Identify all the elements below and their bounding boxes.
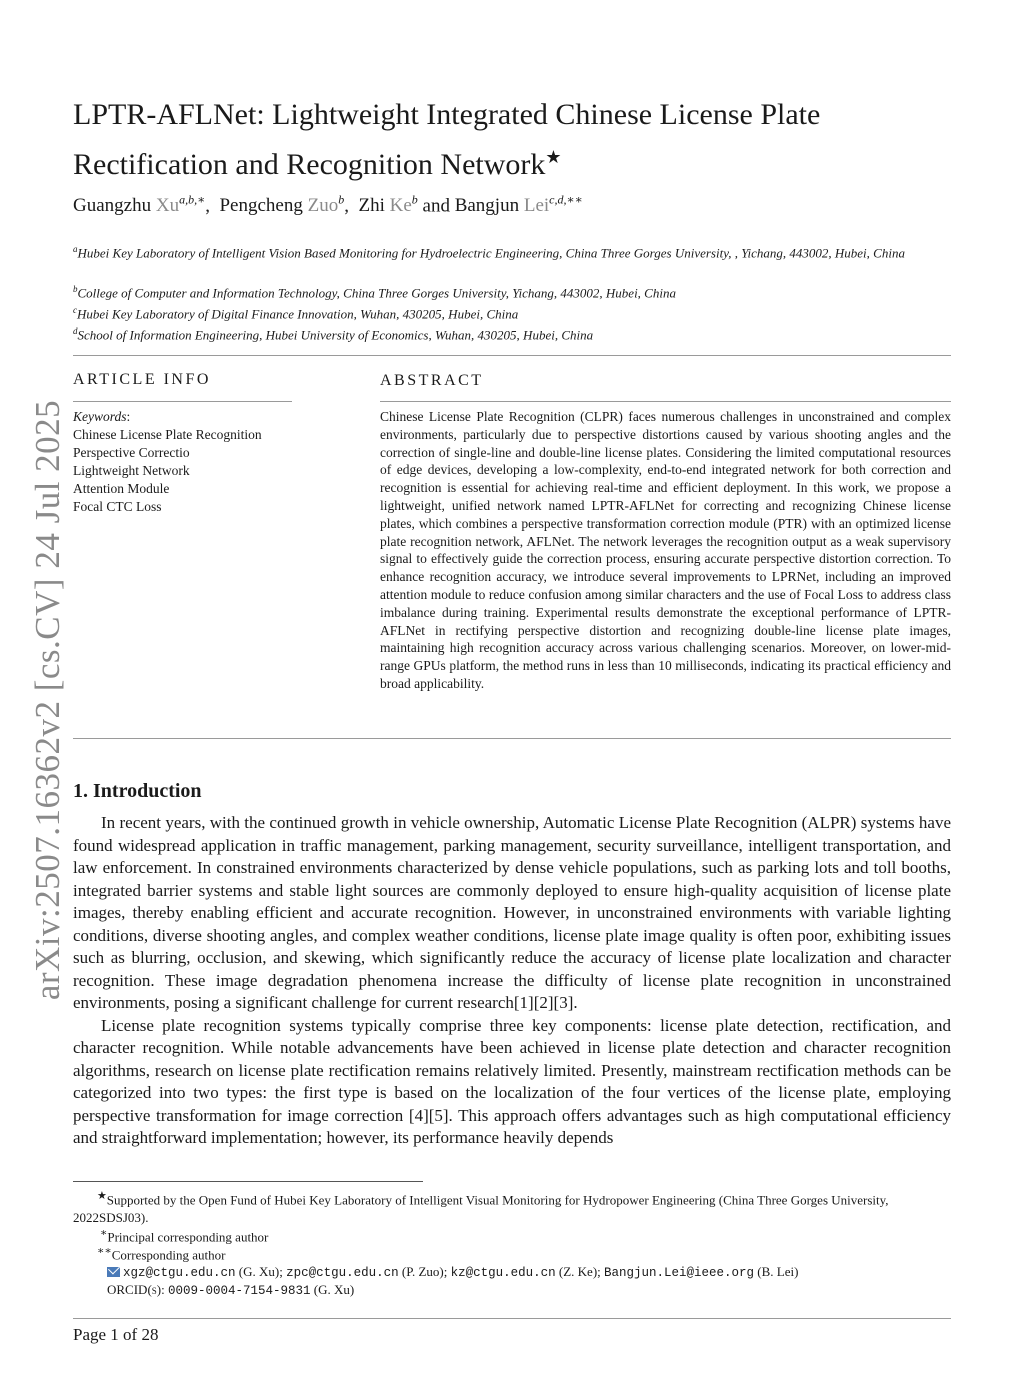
divider-bottom bbox=[73, 738, 951, 739]
authors-and: and bbox=[422, 195, 450, 217]
email-link[interactable]: xgz@ctgu.edu.cn bbox=[123, 1266, 236, 1280]
introduction-body bbox=[73, 812, 951, 1150]
title-footnote-star: ★ bbox=[545, 147, 562, 167]
keyword-item: Lightweight Network bbox=[73, 463, 190, 478]
keywords-label: Keywords: bbox=[73, 409, 131, 424]
keyword-item: Focal CTC Loss bbox=[73, 499, 162, 514]
keyword-item: Attention Module bbox=[73, 481, 170, 496]
email-link[interactable]: Bangjun.Lei@ieee.org bbox=[604, 1266, 755, 1280]
affiliation-c: $^c$Hubei Key Laboratory of Digital Finance Innovation, Wuhan, 430205, Hubei, China bbox=[73, 305, 519, 322]
footnote-rule bbox=[73, 1181, 423, 1182]
keyword-item: Chinese License Plate Recognition bbox=[73, 427, 262, 442]
abstract-rule bbox=[380, 401, 951, 402]
email-link[interactable]: kz@ctgu.edu.cn bbox=[450, 1266, 556, 1280]
keywords-block bbox=[73, 408, 262, 516]
author-2: Pengcheng Zuo$^b$ bbox=[219, 193, 345, 217]
arxiv-side-stamp: arXiv:2507.16362v2 [cs.CV] 24 Jul 2025 bbox=[28, 399, 67, 1001]
footnote-emails: xgz@ctgu.edu.cn (G. Xu); zpc@ctgu.edu.cn (P. Zuo); kz@ctgu.edu.cn (Z. Ke); Bangjun.Lei@ieee.org (B. Lei) bbox=[107, 1263, 798, 1282]
intro-paragraph-1: In recent years, with the continued growth in vehicle ownership, Automatic License Plate Recognition (ALPR) systems have found widespread application in traffic management, parking management, security surveillance, intelligent transportation, and law enforcement. In constrained environments characterized by dense vehicle populations, such as parking lots and toll booths, integrated barrier systems and stable light sources are commonly deployed to ensure high-quality acquisition of license plate images, thereby enabling efficient and accurate recognition. However, in unconstrained environments with variable lighting conditions, diverse shooting angles, and complex weather conditions, license plate image quality is often poor, exhibiting issues such as blurring, occlusion, and skewing, which significantly reduce the accuracy of license plate localization and character recognition. These image degradation phenomena increase the difficulty of license plate recognition in unconstrained environments, posing a significant challenge for current research[1][2][3]. bbox=[73, 813, 951, 1012]
paper-title bbox=[73, 94, 953, 186]
footer-rule bbox=[73, 1318, 951, 1319]
envelope-icon bbox=[107, 1267, 120, 1277]
footnote-principal-author: ∗Principal corresponding author bbox=[100, 1227, 269, 1245]
footnote-corresponding-author: ∗∗Corresponding author bbox=[97, 1245, 226, 1263]
author-list: Guangzhu $Xu^{a,b,∗}$, Pengcheng Zuo$^b$, Zhi Ke$^b$ and Bangjun Lei$^{c,d,∗∗}$ bbox=[73, 193, 583, 217]
section-heading-introduction: 1. Introduction bbox=[73, 780, 202, 802]
footnote-orcid: ORCID(s): 0009-0004-7154-9831 (G. Xu) bbox=[107, 1282, 355, 1298]
article-info-heading: ARTICLE INFO bbox=[73, 371, 211, 388]
footnote-funding: ★Supported by the Open Fund of Hubei Key Laboratory of Intelligent Visual Monitoring for Hydropower Engineering (China Three Gorges University, 2022SDSJ03). bbox=[73, 1190, 889, 1226]
author-3: Zhi Ke$^b$ bbox=[358, 193, 418, 217]
page-number: Page 1 of 28 bbox=[73, 1325, 159, 1344]
affiliation-a: $^a$Hubei Key Laboratory of Intelligent Vision Based Monitoring for Hydroelectric Engineering, China Three Gorges University, , Yichang, 443002, Hubei, China bbox=[73, 244, 905, 261]
abstract-heading: ABSTRACT bbox=[380, 372, 484, 389]
title-line-1: LPTR-AFLNet: Lightweight Integrated Chinese License Plate bbox=[73, 98, 821, 131]
orcid-link[interactable]: 0009-0004-7154-9831 bbox=[167, 1284, 311, 1298]
article-info-rule bbox=[73, 401, 292, 402]
keyword-item: Perspective Correctio bbox=[73, 445, 190, 460]
divider-top bbox=[73, 355, 951, 356]
affiliation-d: $^d$School of Information Engineering, Hubei University of Economics, Wuhan, 430205, Hubei, China bbox=[73, 326, 594, 343]
intro-paragraph-2: License plate recognition systems typically comprise three key components: license plate detection, rectification, and character recognition. While notable advancements have been achieved in license plate detection and character recognition algorithms, research on license plate rectification remains relatively limited. Presently, mainstream rectification methods can be categorized into two types: the first type is based on the localization of the four vertices of the license plate, employing perspective transformation for image correction [4][5]. This approach offers advantages such as high computational efficiency and straightforward implementation; however, its performance heavily depends bbox=[73, 1015, 951, 1147]
email-link[interactable]: zpc@ctgu.edu.cn bbox=[286, 1266, 399, 1280]
author-4: Bangjun Lei$^{c,d,∗∗}$ bbox=[454, 193, 583, 217]
abstract-text: Chinese License Plate Recognition (CLPR) faces numerous challenges in unconstrained and complex environments, particularly due to perspective distortions caused by various shooting angles and the correction of single-line and double-line license plates. Considering the limited computational resources of edge devices, developing a low-complexity, end-to-end integrated network for both correction and recognition is essential for achieving real-time and efficient deployment. In this work, we propose a lightweight, unified network named LPTR-AFLNet for correcting and recognizing Chinese license plates, which combines a perspective transformation correction module (PTR) with an optimized license plate recognition network, AFLNet. The network leverages the recognition output as a weak supervisory signal to effectively guide the correction process, ensuring accurate perspective distortion correction. To enhance recognition accuracy, we introduce several improvements to LPRNet, including an improved attention module to reduce confusion among similar characters and the use of Focal Loss to address class imbalance during training. Experimental results demonstrate the exceptional performance of LPTR-AFLNet in rectifying perspective distortion and recognizing double-line license plate images, maintaining high recognition accuracy across various challenging scenarios. Moreover, on lower-mid-range GPUs platform, the method runs in less than 10 milliseconds, indicating its practical efficiency and broad applicability. bbox=[380, 409, 951, 691]
affiliation-b: $^b$College of Computer and Information Technology, China Three Gorges University, Yichang, 443002, Hubei, China bbox=[73, 284, 676, 301]
author-1: Guangzhu $Xu^{a,b,∗}$ bbox=[73, 193, 206, 217]
title-line-2: Rectification and Recognition Network★ bbox=[73, 147, 562, 181]
